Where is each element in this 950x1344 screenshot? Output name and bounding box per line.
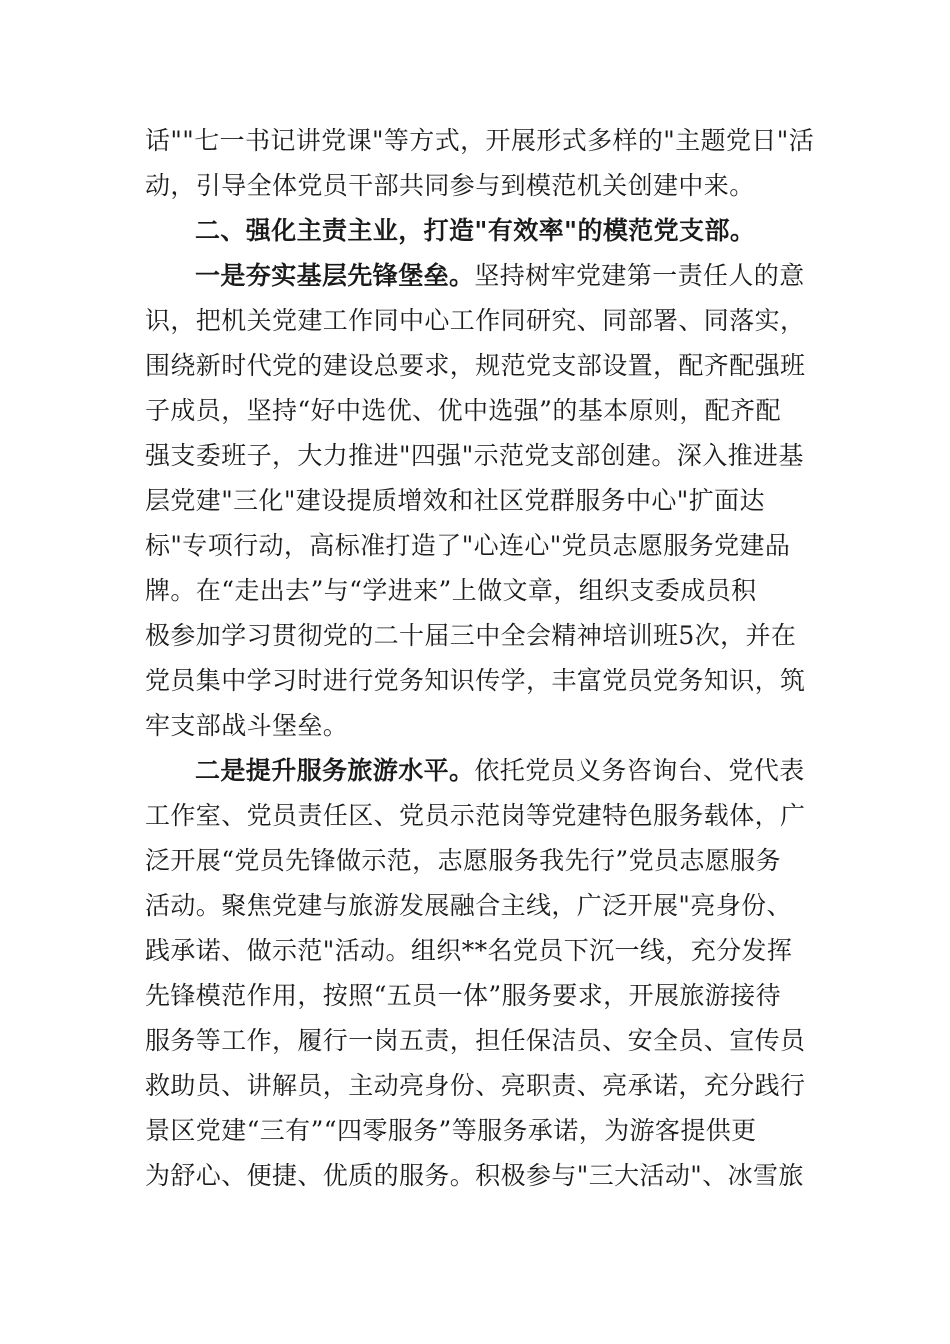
paragraph-2-first-line xyxy=(195,261,810,291)
paragraph-2-line: 党员集中学习时进行党务知识传学，丰富党员党务知识，筑 xyxy=(145,666,806,695)
paragraph-2-line: 强支委班子，大力推进"四强"示范党支部创建。深入推进基 xyxy=(145,441,804,470)
paragraph-2-line: 层党建"三化"建设提质增效和社区党群服务中心"扩面达 xyxy=(145,486,765,515)
paragraph-3-line: 活动。聚焦党建与旅游发展融合主线，广泛开展"亮身份、 xyxy=(145,891,792,920)
paragraph-2-lead: 一是夯实基层先锋堡垒。 xyxy=(195,261,475,290)
paragraph-3-line: 服务等工作，履行一岗五责，担任保洁员、安全员、宣传员 xyxy=(145,1026,806,1055)
paragraph-3-lead: 二是提升服务旅游水平。 xyxy=(195,756,475,785)
paragraph-2-line: 子成员，坚持“好中选优、优中选强”的基本原则，配齐配 xyxy=(145,396,781,425)
paragraph-2-line: 牌。在“走出去”与“学进来”上做文章，组织支委成员积 xyxy=(145,576,757,605)
paragraph-3-line: 为舒心、便捷、优质的服务。积极参与"三大活动"、冰雪旅 xyxy=(145,1161,804,1190)
paragraph-3-line: 泛开展“党员先锋做示范，志愿服务我先行”党员志愿服务 xyxy=(145,846,781,875)
paragraph-3-first-line-text: 依托党员义务咨询台、党代表 xyxy=(474,756,805,785)
paragraph-2-line: 围绕新时代党的建设总要求，规范党支部设置，配齐配强班 xyxy=(145,351,806,380)
paragraph-2-line: 识，把机关党建工作同中心工作同研究、同部署、同落实， xyxy=(145,306,806,335)
paragraph-3-line: 景区党建“三有”“四零服务”等服务承诺，为游客提供更 xyxy=(145,1116,757,1145)
paragraph-2-first-line-text: 坚持树牢党建第一责任人的意 xyxy=(474,261,805,290)
paragraph-2-line: 牢支部战斗堡垒。 xyxy=(145,711,349,740)
paragraph-2-line: 标"专项行动，高标准打造了"心连心"党员志愿服务党建品 xyxy=(145,531,791,560)
paragraph-1-line: 话""七一书记讲党课"等方式，开展形式多样的"主题党日"活 xyxy=(145,126,815,155)
paragraph-3-line: 救助员、讲解员，主动亮身份、亮职责、亮承诺，充分践行 xyxy=(145,1071,806,1100)
paragraph-3-line: 践承诺、做示范"活动。组织**名党员下沉一线，充分发挥 xyxy=(145,936,793,965)
paragraph-1-line: 动，引导全体党员干部共同参与到模范机关创建中来。 xyxy=(145,171,755,200)
paragraph-3-line: 先锋模范作用，按照“五员一体”服务要求，开展旅游接待 xyxy=(145,981,781,1010)
paragraph-3-line: 工作室、党员责任区、党员示范岗等党建特色服务载体，广 xyxy=(145,801,806,830)
paragraph-2-line: 极参加学习贯彻党的二十届三中全会精神培训班5次，并在 xyxy=(145,621,797,650)
section-heading: 二、强化主责主业，打造"有效率"的模范党支部。 xyxy=(195,216,756,245)
paragraph-3-first-line xyxy=(195,756,810,786)
